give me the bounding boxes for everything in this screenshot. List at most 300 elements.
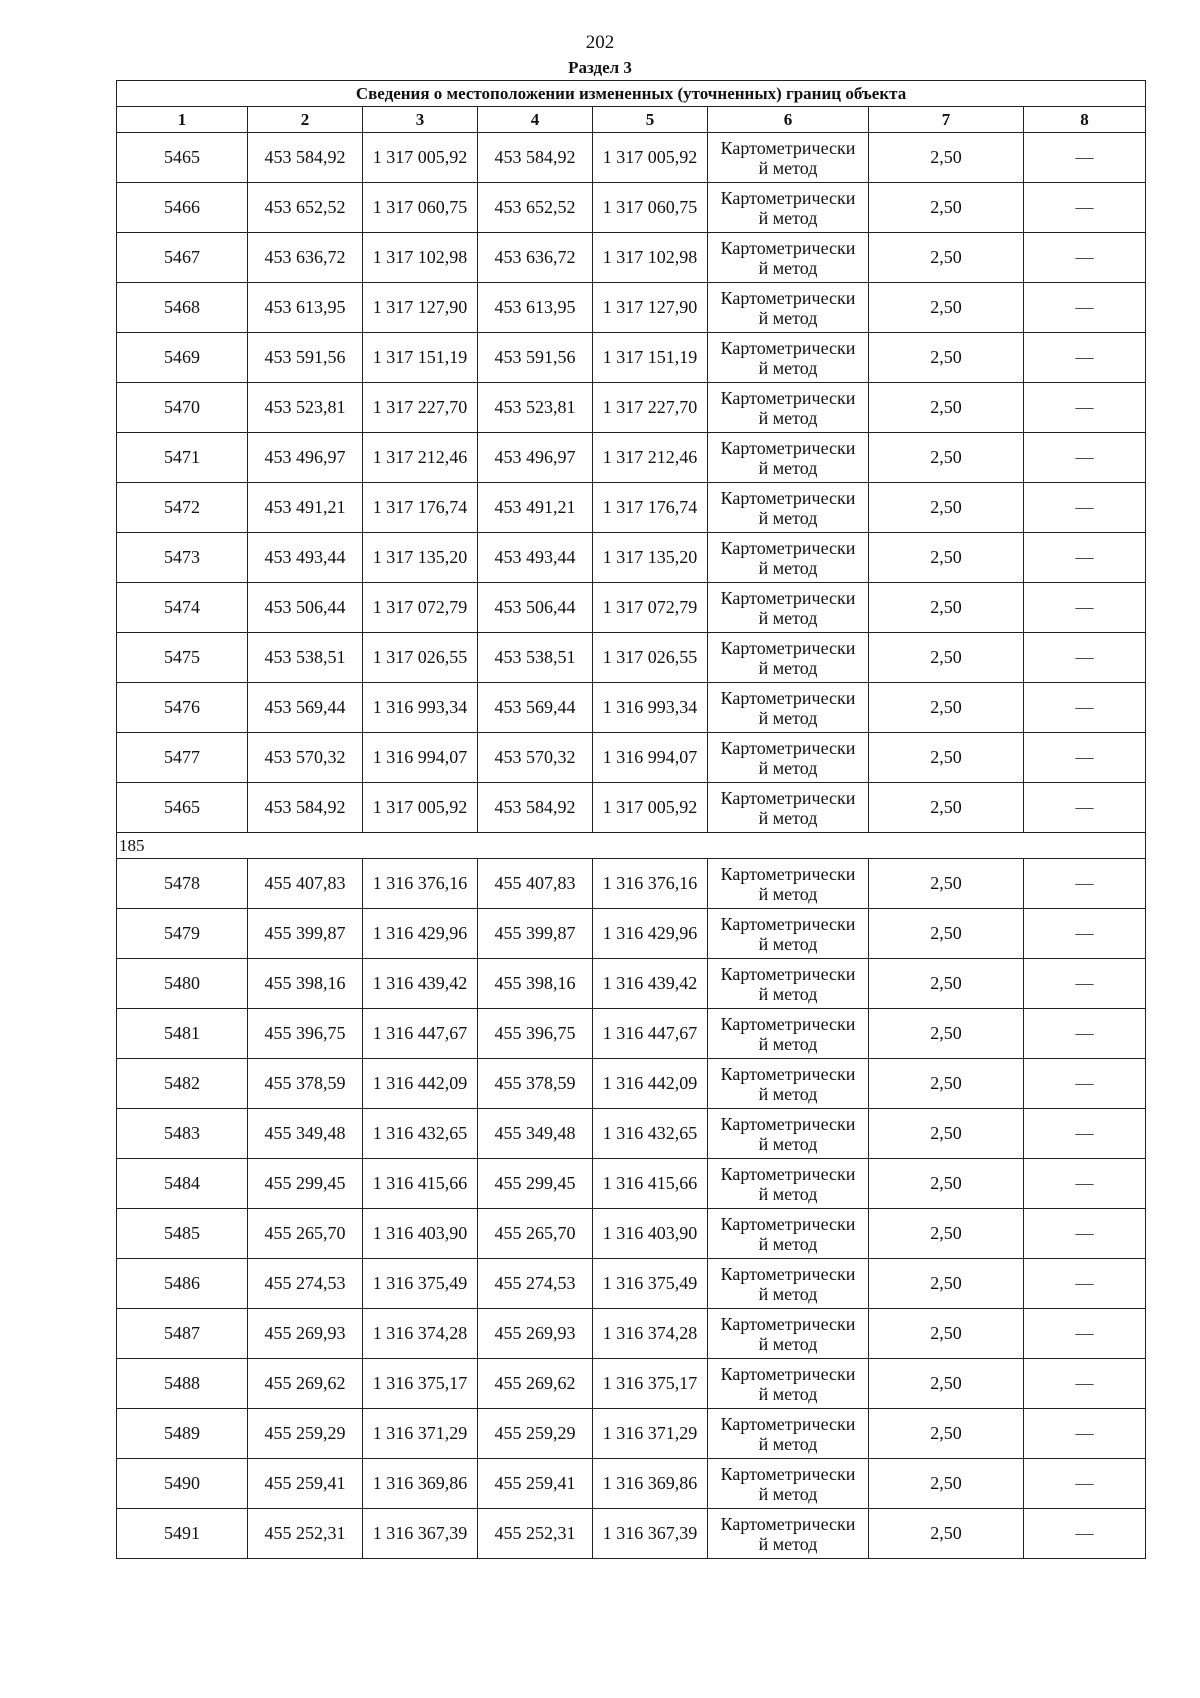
accuracy-cell: 2,50 bbox=[869, 1159, 1024, 1209]
description-cell: — bbox=[1024, 583, 1146, 633]
y-refined-cell: 1 316 375,49 bbox=[593, 1259, 708, 1309]
method-text-line2: й метод bbox=[758, 607, 818, 628]
point-number-cell: 5473 bbox=[117, 533, 248, 583]
method-cell bbox=[708, 909, 869, 959]
method-text-line2: й метод bbox=[758, 1533, 818, 1554]
method-text-line1: Картометрически bbox=[720, 1013, 856, 1034]
method-cell bbox=[708, 133, 869, 183]
y-refined-cell: 1 316 439,42 bbox=[593, 959, 708, 1009]
method-cell bbox=[708, 1359, 869, 1409]
x-existing-cell: 453 493,44 bbox=[248, 533, 363, 583]
x-refined-cell: 453 523,81 bbox=[478, 383, 593, 433]
accuracy-cell: 2,50 bbox=[869, 733, 1024, 783]
x-existing-cell: 453 538,51 bbox=[248, 633, 363, 683]
method-text-line1: Картометрически bbox=[720, 1113, 856, 1134]
x-refined-cell: 455 252,31 bbox=[478, 1509, 593, 1559]
y-existing-cell: 1 317 026,55 bbox=[363, 633, 478, 683]
method-text-line1: Картометрически bbox=[720, 687, 856, 708]
table-body bbox=[117, 133, 1146, 1559]
table-row bbox=[117, 1409, 1146, 1459]
y-existing-cell: 1 316 994,07 bbox=[363, 733, 478, 783]
method-text-line2: й метод bbox=[758, 1183, 818, 1204]
method-cell bbox=[708, 959, 869, 1009]
point-number-cell: 5467 bbox=[117, 233, 248, 283]
method-cell bbox=[708, 433, 869, 483]
method-text-line1: Картометрически bbox=[720, 237, 856, 258]
table-row bbox=[117, 1509, 1146, 1559]
y-refined-cell: 1 316 447,67 bbox=[593, 1009, 708, 1059]
description-cell: — bbox=[1024, 633, 1146, 683]
y-existing-cell: 1 316 439,42 bbox=[363, 959, 478, 1009]
method-cell bbox=[708, 1309, 869, 1359]
y-existing-cell: 1 317 005,92 bbox=[363, 783, 478, 833]
table-row bbox=[117, 433, 1146, 483]
point-number-cell: 5465 bbox=[117, 783, 248, 833]
method-cell bbox=[708, 733, 869, 783]
y-refined-cell: 1 317 102,98 bbox=[593, 233, 708, 283]
point-number-cell: 5471 bbox=[117, 433, 248, 483]
y-refined-cell: 1 317 151,19 bbox=[593, 333, 708, 383]
accuracy-cell: 2,50 bbox=[869, 1409, 1024, 1459]
accuracy-cell: 2,50 bbox=[869, 783, 1024, 833]
point-number-cell: 5480 bbox=[117, 959, 248, 1009]
method-text-line2: й метод bbox=[758, 757, 818, 778]
point-number-cell: 5482 bbox=[117, 1059, 248, 1109]
point-number-cell: 5468 bbox=[117, 283, 248, 333]
x-refined-cell: 453 584,92 bbox=[478, 133, 593, 183]
x-existing-cell: 455 407,83 bbox=[248, 859, 363, 909]
method-text-line2: й метод bbox=[758, 807, 818, 828]
description-cell: — bbox=[1024, 133, 1146, 183]
table-caption: Сведения о местоположении измененных (уточненных) границ объекта bbox=[117, 81, 1146, 107]
description-cell: — bbox=[1024, 1009, 1146, 1059]
description-cell: — bbox=[1024, 1459, 1146, 1509]
accuracy-cell: 2,50 bbox=[869, 483, 1024, 533]
method-cell bbox=[708, 1059, 869, 1109]
x-refined-cell: 455 269,62 bbox=[478, 1359, 593, 1409]
description-cell: — bbox=[1024, 283, 1146, 333]
method-text-line2: й метод bbox=[758, 983, 818, 1004]
table-row bbox=[117, 1159, 1146, 1209]
column-number: 1 bbox=[117, 107, 248, 133]
x-refined-cell: 455 259,29 bbox=[478, 1409, 593, 1459]
x-refined-cell: 453 591,56 bbox=[478, 333, 593, 383]
x-existing-cell: 455 259,41 bbox=[248, 1459, 363, 1509]
accuracy-cell: 2,50 bbox=[869, 1109, 1024, 1159]
table-row bbox=[117, 1109, 1146, 1159]
x-existing-cell: 455 269,62 bbox=[248, 1359, 363, 1409]
point-number-cell: 5465 bbox=[117, 133, 248, 183]
description-cell: — bbox=[1024, 1209, 1146, 1259]
y-existing-cell: 1 316 415,66 bbox=[363, 1159, 478, 1209]
point-number-cell: 5491 bbox=[117, 1509, 248, 1559]
x-refined-cell: 455 398,16 bbox=[478, 959, 593, 1009]
description-cell: — bbox=[1024, 1159, 1146, 1209]
method-cell bbox=[708, 633, 869, 683]
column-number: 7 bbox=[869, 107, 1024, 133]
method-text-line2: й метод bbox=[758, 883, 818, 904]
x-refined-cell: 453 538,51 bbox=[478, 633, 593, 683]
y-refined-cell: 1 317 212,46 bbox=[593, 433, 708, 483]
x-existing-cell: 453 591,56 bbox=[248, 333, 363, 383]
x-refined-cell: 453 493,44 bbox=[478, 533, 593, 583]
method-cell bbox=[708, 333, 869, 383]
description-cell: — bbox=[1024, 959, 1146, 1009]
table-row bbox=[117, 683, 1146, 733]
method-text-line2: й метод bbox=[758, 357, 818, 378]
y-existing-cell: 1 316 993,34 bbox=[363, 683, 478, 733]
accuracy-cell: 2,50 bbox=[869, 959, 1024, 1009]
method-text-line1: Картометрически bbox=[720, 1513, 856, 1534]
y-existing-cell: 1 317 005,92 bbox=[363, 133, 478, 183]
accuracy-cell: 2,50 bbox=[869, 1009, 1024, 1059]
y-existing-cell: 1 316 375,49 bbox=[363, 1259, 478, 1309]
y-existing-cell: 1 316 429,96 bbox=[363, 909, 478, 959]
x-refined-cell: 453 570,32 bbox=[478, 733, 593, 783]
x-existing-cell: 453 523,81 bbox=[248, 383, 363, 433]
table-row bbox=[117, 859, 1146, 909]
method-cell bbox=[708, 859, 869, 909]
method-text-line1: Картометрически bbox=[720, 137, 856, 158]
x-existing-cell: 455 274,53 bbox=[248, 1259, 363, 1309]
description-cell: — bbox=[1024, 333, 1146, 383]
method-cell bbox=[708, 233, 869, 283]
method-cell bbox=[708, 1159, 869, 1209]
point-number-cell: 5485 bbox=[117, 1209, 248, 1259]
method-cell bbox=[708, 583, 869, 633]
method-text-line2: й метод bbox=[758, 1333, 818, 1354]
description-cell: — bbox=[1024, 909, 1146, 959]
boundary-coordinates-table bbox=[116, 80, 1146, 1559]
y-existing-cell: 1 317 227,70 bbox=[363, 383, 478, 433]
table-row bbox=[117, 533, 1146, 583]
point-number-cell: 5469 bbox=[117, 333, 248, 383]
x-refined-cell: 455 269,93 bbox=[478, 1309, 593, 1359]
method-text-line2: й метод bbox=[758, 1383, 818, 1404]
point-number-cell: 5470 bbox=[117, 383, 248, 433]
accuracy-cell: 2,50 bbox=[869, 1359, 1024, 1409]
x-refined-cell: 455 274,53 bbox=[478, 1259, 593, 1309]
y-existing-cell: 1 316 367,39 bbox=[363, 1509, 478, 1559]
method-cell bbox=[708, 183, 869, 233]
method-text-line2: й метод bbox=[758, 507, 818, 528]
description-cell: — bbox=[1024, 433, 1146, 483]
method-cell bbox=[708, 383, 869, 433]
method-text-line2: й метод bbox=[758, 1483, 818, 1504]
y-refined-cell: 1 317 005,92 bbox=[593, 783, 708, 833]
x-refined-cell: 455 349,48 bbox=[478, 1109, 593, 1159]
method-text-line2: й метод bbox=[758, 457, 818, 478]
x-existing-cell: 455 252,31 bbox=[248, 1509, 363, 1559]
x-existing-cell: 453 491,21 bbox=[248, 483, 363, 533]
description-cell: — bbox=[1024, 383, 1146, 433]
method-cell bbox=[708, 1259, 869, 1309]
table-row bbox=[117, 583, 1146, 633]
y-refined-cell: 1 316 993,34 bbox=[593, 683, 708, 733]
table-row bbox=[117, 909, 1146, 959]
y-existing-cell: 1 316 374,28 bbox=[363, 1309, 478, 1359]
description-cell: — bbox=[1024, 1059, 1146, 1109]
y-refined-cell: 1 316 415,66 bbox=[593, 1159, 708, 1209]
method-text-line1: Картометрически bbox=[720, 1413, 856, 1434]
table-row bbox=[117, 1209, 1146, 1259]
description-cell: — bbox=[1024, 183, 1146, 233]
table-row bbox=[117, 383, 1146, 433]
accuracy-cell: 2,50 bbox=[869, 583, 1024, 633]
y-existing-cell: 1 317 212,46 bbox=[363, 433, 478, 483]
table-row bbox=[117, 783, 1146, 833]
column-number: 3 bbox=[363, 107, 478, 133]
y-refined-cell: 1 316 367,39 bbox=[593, 1509, 708, 1559]
point-number-cell: 5486 bbox=[117, 1259, 248, 1309]
x-existing-cell: 455 299,45 bbox=[248, 1159, 363, 1209]
table-row bbox=[117, 1259, 1146, 1309]
point-number-cell: 5475 bbox=[117, 633, 248, 683]
x-existing-cell: 455 269,93 bbox=[248, 1309, 363, 1359]
method-text-line1: Картометрически bbox=[720, 863, 856, 884]
y-existing-cell: 1 316 369,86 bbox=[363, 1459, 478, 1509]
accuracy-cell: 2,50 bbox=[869, 683, 1024, 733]
point-number-cell: 5476 bbox=[117, 683, 248, 733]
point-number-cell: 5484 bbox=[117, 1159, 248, 1209]
x-existing-cell: 455 398,16 bbox=[248, 959, 363, 1009]
method-text-line2: й метод bbox=[758, 1233, 818, 1254]
point-number-cell: 5472 bbox=[117, 483, 248, 533]
method-text-line2: й метод bbox=[758, 1283, 818, 1304]
method-text-line1: Картометрически bbox=[720, 737, 856, 758]
x-existing-cell: 455 378,59 bbox=[248, 1059, 363, 1109]
description-cell: — bbox=[1024, 1509, 1146, 1559]
method-cell bbox=[708, 533, 869, 583]
description-cell: — bbox=[1024, 533, 1146, 583]
table-row bbox=[117, 483, 1146, 533]
table-row bbox=[117, 233, 1146, 283]
method-text-line1: Картометрически bbox=[720, 537, 856, 558]
table-row bbox=[117, 1359, 1146, 1409]
y-existing-cell: 1 317 176,74 bbox=[363, 483, 478, 533]
method-text-line1: Картометрически bbox=[720, 487, 856, 508]
method-cell bbox=[708, 1009, 869, 1059]
y-existing-cell: 1 316 403,90 bbox=[363, 1209, 478, 1259]
y-refined-cell: 1 316 376,16 bbox=[593, 859, 708, 909]
point-number-cell: 5479 bbox=[117, 909, 248, 959]
accuracy-cell: 2,50 bbox=[869, 633, 1024, 683]
method-cell bbox=[708, 783, 869, 833]
column-number: 5 bbox=[593, 107, 708, 133]
x-existing-cell: 453 506,44 bbox=[248, 583, 363, 633]
accuracy-cell: 2,50 bbox=[869, 909, 1024, 959]
method-text-line1: Картометрически bbox=[720, 1263, 856, 1284]
method-cell bbox=[708, 1409, 869, 1459]
accuracy-cell: 2,50 bbox=[869, 1459, 1024, 1509]
x-refined-cell: 455 399,87 bbox=[478, 909, 593, 959]
y-existing-cell: 1 317 060,75 bbox=[363, 183, 478, 233]
method-cell bbox=[708, 1209, 869, 1259]
table-row bbox=[117, 1059, 1146, 1109]
x-refined-cell: 453 569,44 bbox=[478, 683, 593, 733]
x-existing-cell: 453 652,52 bbox=[248, 183, 363, 233]
x-refined-cell: 453 491,21 bbox=[478, 483, 593, 533]
point-number-cell: 5483 bbox=[117, 1109, 248, 1159]
description-cell: — bbox=[1024, 733, 1146, 783]
method-text-line2: й метод bbox=[758, 1133, 818, 1154]
method-text-line2: й метод bbox=[758, 157, 818, 178]
accuracy-cell: 2,50 bbox=[869, 1209, 1024, 1259]
accuracy-cell: 2,50 bbox=[869, 533, 1024, 583]
x-existing-cell: 455 265,70 bbox=[248, 1209, 363, 1259]
y-refined-cell: 1 317 060,75 bbox=[593, 183, 708, 233]
accuracy-cell: 2,50 bbox=[869, 133, 1024, 183]
column-number: 8 bbox=[1024, 107, 1146, 133]
y-existing-cell: 1 317 151,19 bbox=[363, 333, 478, 383]
method-text-line1: Картометрически bbox=[720, 187, 856, 208]
table-row bbox=[117, 1459, 1146, 1509]
method-cell bbox=[708, 1509, 869, 1559]
description-cell: — bbox=[1024, 1359, 1146, 1409]
method-text-line1: Картометрически bbox=[720, 1363, 856, 1384]
x-existing-cell: 455 259,29 bbox=[248, 1409, 363, 1459]
x-existing-cell: 455 396,75 bbox=[248, 1009, 363, 1059]
table-row bbox=[117, 633, 1146, 683]
description-cell: — bbox=[1024, 859, 1146, 909]
accuracy-cell: 2,50 bbox=[869, 233, 1024, 283]
method-text-line1: Картометрически bbox=[720, 1463, 856, 1484]
method-text-line2: й метод bbox=[758, 207, 818, 228]
x-refined-cell: 455 407,83 bbox=[478, 859, 593, 909]
y-refined-cell: 1 316 442,09 bbox=[593, 1059, 708, 1109]
point-number-cell: 5488 bbox=[117, 1359, 248, 1409]
column-number: 4 bbox=[478, 107, 593, 133]
accuracy-cell: 2,50 bbox=[869, 333, 1024, 383]
description-cell: — bbox=[1024, 1409, 1146, 1459]
point-number-cell: 5478 bbox=[117, 859, 248, 909]
section-title: Раздел 3 bbox=[568, 58, 632, 77]
x-refined-cell: 453 584,92 bbox=[478, 783, 593, 833]
y-refined-cell: 1 317 227,70 bbox=[593, 383, 708, 433]
description-cell: — bbox=[1024, 1259, 1146, 1309]
y-refined-cell: 1 316 994,07 bbox=[593, 733, 708, 783]
y-existing-cell: 1 317 072,79 bbox=[363, 583, 478, 633]
x-existing-cell: 455 349,48 bbox=[248, 1109, 363, 1159]
table-row bbox=[117, 333, 1146, 383]
method-text-line1: Картометрически bbox=[720, 287, 856, 308]
table-row bbox=[117, 1009, 1146, 1059]
y-existing-cell: 1 316 447,67 bbox=[363, 1009, 478, 1059]
y-refined-cell: 1 317 176,74 bbox=[593, 483, 708, 533]
table-row bbox=[117, 733, 1146, 783]
method-cell bbox=[708, 483, 869, 533]
method-text-line2: й метод bbox=[758, 557, 818, 578]
method-text-line2: й метод bbox=[758, 1033, 818, 1054]
column-number: 6 bbox=[708, 107, 869, 133]
y-refined-cell: 1 317 127,90 bbox=[593, 283, 708, 333]
method-text-line1: Картометрически bbox=[720, 387, 856, 408]
y-existing-cell: 1 317 127,90 bbox=[363, 283, 478, 333]
y-refined-cell: 1 317 135,20 bbox=[593, 533, 708, 583]
y-existing-cell: 1 316 375,17 bbox=[363, 1359, 478, 1409]
x-existing-cell: 453 570,32 bbox=[248, 733, 363, 783]
y-refined-cell: 1 317 005,92 bbox=[593, 133, 708, 183]
method-text-line1: Картометрически bbox=[720, 787, 856, 808]
point-number-cell: 5481 bbox=[117, 1009, 248, 1059]
y-refined-cell: 1 316 403,90 bbox=[593, 1209, 708, 1259]
x-existing-cell: 453 584,92 bbox=[248, 783, 363, 833]
method-text-line2: й метод bbox=[758, 307, 818, 328]
description-cell: — bbox=[1024, 1109, 1146, 1159]
page-number: 202 bbox=[585, 32, 615, 53]
accuracy-cell: 2,50 bbox=[869, 1259, 1024, 1309]
method-text-line1: Картометрически bbox=[720, 913, 856, 934]
x-refined-cell: 453 613,95 bbox=[478, 283, 593, 333]
x-refined-cell: 453 506,44 bbox=[478, 583, 593, 633]
description-cell: — bbox=[1024, 483, 1146, 533]
x-refined-cell: 453 496,97 bbox=[478, 433, 593, 483]
group-label: 185 bbox=[117, 833, 1146, 859]
x-refined-cell: 455 259,41 bbox=[478, 1459, 593, 1509]
x-existing-cell: 453 569,44 bbox=[248, 683, 363, 733]
x-refined-cell: 455 265,70 bbox=[478, 1209, 593, 1259]
method-text-line1: Картометрически bbox=[720, 963, 856, 984]
description-cell: — bbox=[1024, 683, 1146, 733]
y-existing-cell: 1 317 102,98 bbox=[363, 233, 478, 283]
y-refined-cell: 1 316 375,17 bbox=[593, 1359, 708, 1409]
y-refined-cell: 1 317 026,55 bbox=[593, 633, 708, 683]
x-existing-cell: 453 636,72 bbox=[248, 233, 363, 283]
table-row bbox=[117, 1309, 1146, 1359]
method-text-line2: й метод bbox=[758, 657, 818, 678]
method-text-line2: й метод bbox=[758, 707, 818, 728]
method-cell bbox=[708, 1459, 869, 1509]
table-row bbox=[117, 283, 1146, 333]
method-text-line1: Картометрически bbox=[720, 1313, 856, 1334]
method-text-line1: Картометрически bbox=[720, 1163, 856, 1184]
accuracy-cell: 2,50 bbox=[869, 183, 1024, 233]
method-text-line1: Картометрически bbox=[720, 1213, 856, 1234]
y-existing-cell: 1 316 371,29 bbox=[363, 1409, 478, 1459]
y-existing-cell: 1 316 376,16 bbox=[363, 859, 478, 909]
x-existing-cell: 453 584,92 bbox=[248, 133, 363, 183]
column-number: 2 bbox=[248, 107, 363, 133]
group-header-row bbox=[117, 833, 1146, 859]
accuracy-cell: 2,50 bbox=[869, 283, 1024, 333]
x-existing-cell: 453 496,97 bbox=[248, 433, 363, 483]
x-existing-cell: 453 613,95 bbox=[248, 283, 363, 333]
method-text-line2: й метод bbox=[758, 1433, 818, 1454]
table-row bbox=[117, 133, 1146, 183]
x-refined-cell: 455 396,75 bbox=[478, 1009, 593, 1059]
table-row bbox=[117, 959, 1146, 1009]
point-number-cell: 5487 bbox=[117, 1309, 248, 1359]
accuracy-cell: 2,50 bbox=[869, 1059, 1024, 1109]
point-number-cell: 5477 bbox=[117, 733, 248, 783]
table-row bbox=[117, 183, 1146, 233]
y-refined-cell: 1 316 432,65 bbox=[593, 1109, 708, 1159]
x-refined-cell: 453 652,52 bbox=[478, 183, 593, 233]
method-text-line2: й метод bbox=[758, 1083, 818, 1104]
x-refined-cell: 455 378,59 bbox=[478, 1059, 593, 1109]
method-cell bbox=[708, 683, 869, 733]
y-existing-cell: 1 316 432,65 bbox=[363, 1109, 478, 1159]
accuracy-cell: 2,50 bbox=[869, 1509, 1024, 1559]
x-refined-cell: 453 636,72 bbox=[478, 233, 593, 283]
accuracy-cell: 2,50 bbox=[869, 433, 1024, 483]
method-text-line2: й метод bbox=[758, 407, 818, 428]
method-text-line1: Картометрически bbox=[720, 637, 856, 658]
y-existing-cell: 1 316 442,09 bbox=[363, 1059, 478, 1109]
y-refined-cell: 1 316 374,28 bbox=[593, 1309, 708, 1359]
y-refined-cell: 1 316 369,86 bbox=[593, 1459, 708, 1509]
y-refined-cell: 1 316 371,29 bbox=[593, 1409, 708, 1459]
